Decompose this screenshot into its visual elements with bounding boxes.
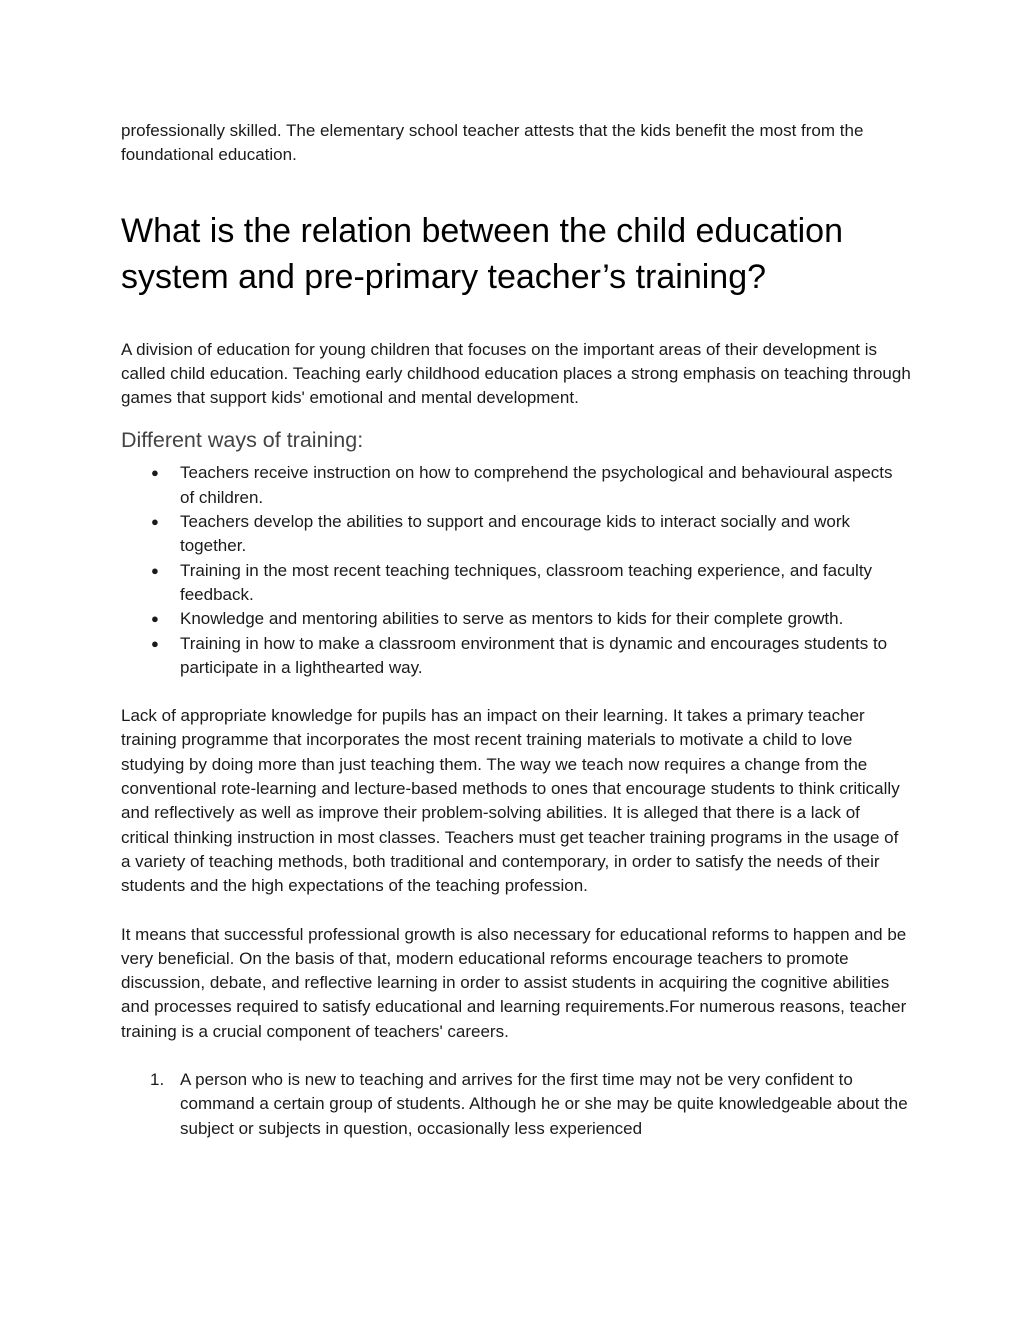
list-item	[121, 607, 911, 631]
intro-paragraph: professionally skilled. The elementary school teacher attests that the kids benefit the most from the foundational education.	[121, 121, 864, 165]
list-item-text: Teachers develop the abilities to support and encourage kids to interact socially and work together.	[180, 512, 850, 556]
list-item-text: Training in how to make a classroom environment that is dynamic and encourages students to participate in a lighthearted way.	[180, 633, 888, 677]
professional-growth-paragraph: It means that successful professional growth is also necessary for educational reforms to happen and be very beneficial. On the basis of that, modern educational reforms encourage teachers to promote discussion, debate, and reflective learning in order to assist students in acquiring the cognitive abilities and processes required to satisfy educational and learning requirements.For numerous reasons, teacher training is a crucial component of teachers' careers.	[121, 924, 907, 1041]
bullet-icon: ●	[151, 635, 159, 651]
child-education-paragraph: A division of education for young children that focuses on the important areas of their development is called child education. Teaching early childhood education places a strong emphasis on teaching through games that support kids' emotional and mental development.	[121, 339, 911, 408]
reasons-list	[121, 1068, 911, 1141]
list-item-text: Knowledge and mentoring abilities to serve as mentors to kids for their complete growth.	[180, 609, 844, 629]
list-number: 1.	[150, 1070, 165, 1090]
bullet-icon: ●	[151, 514, 159, 530]
bullet-icon: ●	[151, 611, 159, 627]
list-item	[121, 461, 911, 510]
bullet-icon: ●	[151, 465, 159, 481]
bullet-icon: ●	[151, 562, 159, 578]
training-subheading: Different ways of training:	[121, 428, 364, 453]
list-item-text: Training in the most recent teaching techniques, classroom teaching experience, and faculty feedback.	[180, 560, 873, 604]
list-item-text: Teachers receive instruction on how to comprehend the psychological and behavioural aspects of children.	[180, 463, 893, 507]
list-item	[121, 510, 911, 559]
list-item	[121, 632, 911, 681]
list-item-text: A person who is new to teaching and arrives for the first time may not be very confident to command a certain group of students. Although he or she may be quite knowledgeable about the subject or subjects in question, occasionally less experienced	[180, 1070, 908, 1138]
document-page	[121, 119, 911, 1141]
lack-of-knowledge-paragraph: Lack of appropriate knowledge for pupils has an impact on their learning. It takes a primary teacher training programme that incorporates the most recent training materials to motivate a child to love studying by doing more than just teaching them. The way we teach now requires a change from the conventional rote-learning and lecture-based methods to ones that encourage students to think critically and reflectively as well as improve their problem-solving abilities. It is alleged that there is a lack of critical thinking instruction in most classes. Teachers must get teacher training programs in the usage of a variety of teaching methods, both traditional and contemporary, in order to satisfy the needs of their students and the high expectations of the teaching profession.	[121, 706, 900, 896]
list-item	[121, 559, 911, 608]
section-heading: What is the relation between the child education system and pre-primary teacher’s training?	[121, 211, 844, 296]
training-list	[121, 461, 911, 680]
list-item	[121, 1068, 911, 1141]
